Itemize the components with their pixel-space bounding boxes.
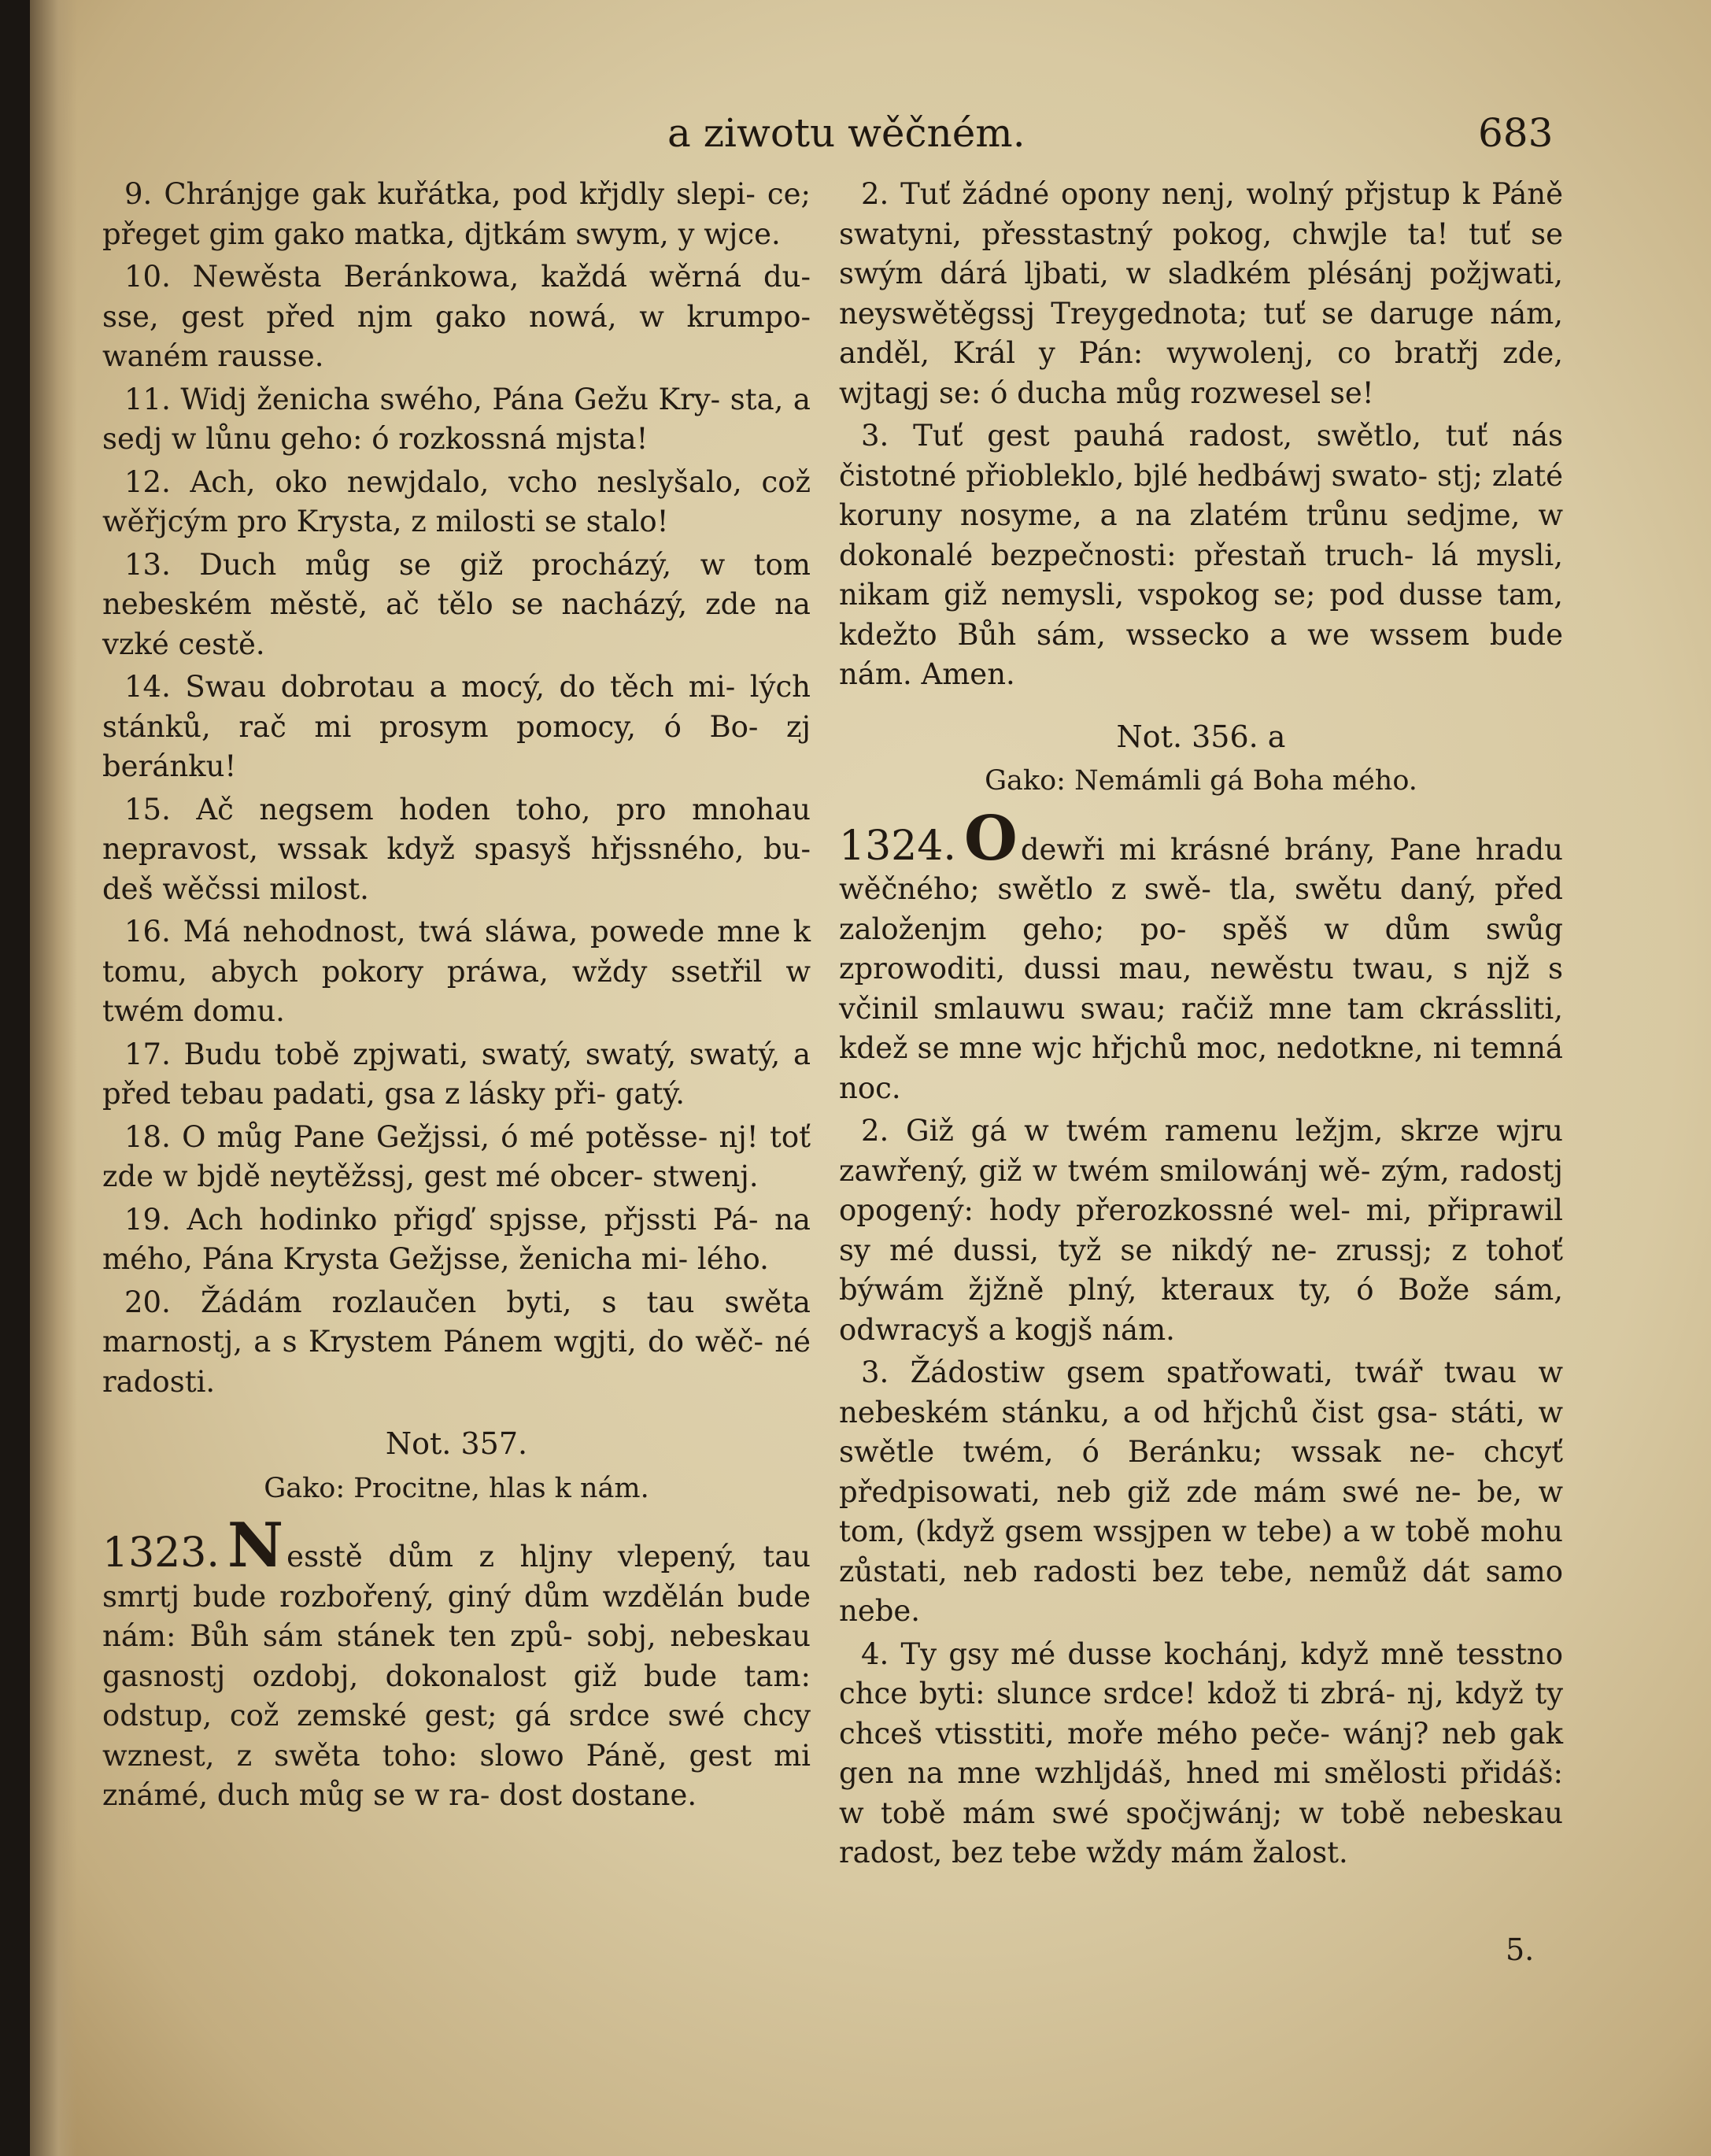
verse-15: 15. Ač negsem hoden toho, pro mnohau nepravost, wssak když spasyš hřjssného, bu- deš wěčssi milost.	[102, 792, 811, 906]
verse-12: 12. Ach, oko newjdalo, vcho neslyšalo, což wěřjcým pro Krysta, z milosti se stalo!	[102, 464, 811, 538]
hymn-number-1323: 1323.	[102, 1529, 220, 1577]
verse-20: 20. Žádám rozlaučen byti, s tau swěta marnostj, a s Krystem Pánem wgjti, do wěč- né radosti.	[102, 1285, 811, 1399]
book-gutter-shadow	[30, 0, 77, 2156]
hymn-1324-stanza-4: 4. Ty gsy mé dusse kochánj, když mně tesstno chce byti: slunce srdce! kdož ti zbrá- nj, když ty chceš vtisstiti, moře mého peče- wánj? neb gak gen na mne wzhljdáš, hned mi smělosti přidáš: w tobě mám swé spočjwánj; w tobě nebeskau radost, bez tebe wždy mám žalost.	[839, 1636, 1563, 1869]
running-head: a ziwotu wěčném.	[667, 110, 1025, 156]
hymn-1324-stanza-2: 2. Giž gá w twém ramenu ležjm, skrze wjru zawřený, giž w twém smilowánj wě- zým, radostj opogený: hody přerozkossné wel- mi, připrawil sy mé dussi, tyž se nikdý ne- zrussj; z tohoť býwám žjžně plný, kteraux ty, ó Bože sám, odwracyš a kogjš nám.	[839, 1114, 1563, 1347]
page-number: 683	[1478, 110, 1554, 156]
verse-11: 11. Widj ženicha swého, Pána Gežu Kry- sta, a sedj w lůnu geho: ó rozkossná mjsta!	[102, 382, 811, 456]
dropcap-n: N	[227, 1510, 284, 1581]
hymn-1323-text: esstě dům z hljny vlepený, tau smrtj bude rozbořený, giný dům wzdělán bude nám: Bůh sám stánek ten způ- sobj, nebeskau gasnostj ozdobj, dokonalost giž bude tam: odstup, což zemské gest; gá srdce swé chcy wznest, z swěta toho: slowo Páně, gest mi známé, duch můg se w ra- dost dostane.	[102, 1540, 811, 1812]
verse-13: 13. Duch můg se giž procházý, w tom nebeském městě, ač tělo se nacházý, zde na vzké cestě.	[102, 547, 811, 661]
page-header	[30, 110, 1711, 173]
hymn-357-title: Not. 357.	[385, 1426, 528, 1461]
hymn-1324-stanza-3: 3. Žádostiw gsem spatřowati, twář twau w nebeském stánku, a od hřjchů čist gsa- státi, w swětle twém, ó Beránku; wssak ne- chcyť předpisowati, neb giž zde mám swé ne- be, w tom, (když gsem wssjpen w tebe) a w tobě mohu zůstati, neb radosti bez tebe, nemůž dát samo nebe.	[839, 1355, 1563, 1628]
hymn-356-title: Not. 356. a	[1116, 719, 1286, 754]
catchword: 5.	[1506, 1932, 1535, 1967]
verse-19: 19. Ach hodinko přigď spjsse, přjssti Pá- na mého, Pána Krysta Gežjsse, ženicha mi- lého.	[102, 1202, 811, 1276]
hymn-1324-text: dewři mi krásné brány, Pane hradu wěčného; swětlo z swě- tla, swětu daný, před založenjm geho; po- spěš w dům swůg zprowoditi, dussi mau, newěstu twau, s njž s včinil smlauwu swau; račiž mne tam ckrássliti, kdež se mne wjc hřjchů moc, nedotkne, ni temná noc.	[839, 832, 1563, 1105]
hymn-357-tune: Gako: Procitne, hlas k nám.	[264, 1472, 649, 1504]
verse-17: 17. Budu tobě zpjwati, swatý, swatý, swatý, a před tebau padati, gsa z lásky při- gatý.	[102, 1037, 811, 1111]
hymn-1323-stanza-1	[102, 1510, 811, 1816]
verse-10: 10. Newěsta Beránkowa, každá wěrná du- sse, gest před njm gako nowá, w krumpo- waném rausse.	[102, 260, 811, 373]
verse-18: 18. O můg Pane Gežjssi, ó mé potěsse- nj! toť zde w bjdě neytěžssj, gest mé obcer- stwenj.	[102, 1119, 811, 1193]
verse-16: 16. Má nehodnost, twá sláwa, powede mne k tomu, abych pokory práwa, wždy ssetřil w twém domu.	[102, 915, 811, 1028]
verse-14: 14. Swau dobrotau a mocý, do těch mi- lých stánků, rač mi prosym pomocy, ó Bo- zj beránku!	[102, 670, 811, 783]
left-column	[102, 175, 811, 1819]
hymn-1324-stanza-1	[839, 802, 1563, 1109]
verse-9: 9. Chránjge gak kuřátka, pod křjdly slepi- ce; přeget gim gako matka, djtkám swym, y wjce.	[102, 177, 811, 251]
right-column	[839, 175, 1563, 1877]
stanza-3: 3. Tuť gest pauhá radost, swětlo, tuť nás čistotné přiobleklo, bjlé hedbáwj swato- stj; zlaté koruny nosyme, a na zlatém trůnu sedjme, w dokonalé bezpečnosti: přestaň truch- lá mysli, nikam giž nemysli, vspokog se; pod dusse tam, kdežto Bůh sám, wssecko a we wssem bude nám. Amen.	[839, 419, 1563, 691]
hymn-number-1324: 1324.	[839, 822, 956, 870]
hymn-356-tune: Gako: Nemámli gá Boha mého.	[985, 765, 1417, 797]
book-page	[30, 0, 1711, 2156]
dropcap-o: O	[963, 802, 1018, 875]
stanza-2: 2. Tuť žádné opony nenj, wolný přjstup k Páně swatyni, přesstastný pokog, chwjle ta! tuť se swým dárá ljbati, w sladkém plésánj požjwati, neyswětěgssj Treygednota; tuť se daruge nám, anděl, Král y Pán: wywolenj, co bratřj zde, wjtagj se: ó ducha můg rozwesel se!	[839, 177, 1563, 410]
